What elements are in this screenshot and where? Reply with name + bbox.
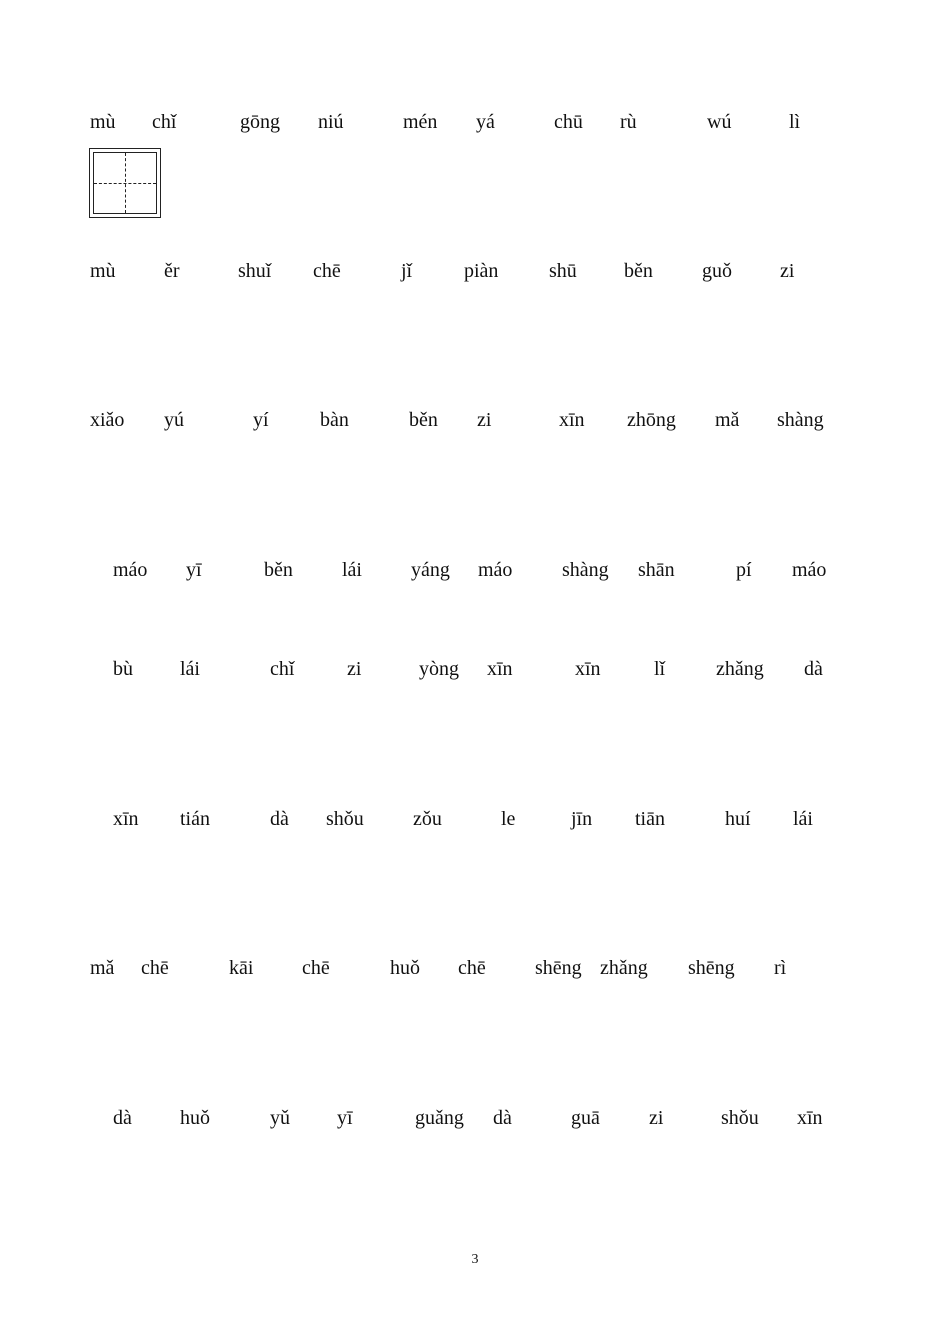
pinyin-syllable: yòng [419, 658, 459, 680]
pinyin-syllable: ěr [164, 260, 180, 282]
pinyin-syllable: yī [337, 1107, 353, 1129]
pinyin-syllable: shàng [777, 409, 824, 431]
tianzige-inner-border [93, 152, 157, 214]
pinyin-syllable: xīn [559, 409, 585, 431]
pinyin-syllable: chē [141, 957, 169, 979]
pinyin-syllable: guǎng [415, 1107, 464, 1129]
pinyin-row-7 [0, 953, 950, 983]
pinyin-syllable: mù [90, 111, 116, 133]
pinyin-syllable: mén [403, 111, 438, 133]
pinyin-syllable: zǒu [413, 808, 442, 830]
pinyin-syllable: tián [180, 808, 210, 830]
pinyin-syllable: niú [318, 111, 344, 133]
pinyin-syllable: yí [253, 409, 269, 431]
pinyin-row-8 [0, 1103, 950, 1133]
pinyin-syllable: máo [478, 559, 513, 581]
pinyin-syllable: mǎ [715, 409, 740, 431]
pinyin-row-3 [0, 405, 950, 435]
pinyin-syllable: rì [774, 957, 787, 979]
pinyin-row-1 [0, 107, 950, 137]
pinyin-row-6 [0, 804, 950, 834]
pinyin-syllable: zi [780, 260, 795, 282]
pinyin-syllable: bù [113, 658, 133, 680]
pinyin-syllable: shēng [688, 957, 735, 979]
tianzige-vertical-guide [125, 153, 126, 213]
pinyin-syllable: shàng [562, 559, 609, 581]
pinyin-syllable: kāi [229, 957, 254, 979]
pinyin-syllable: shǒu [326, 808, 364, 830]
pinyin-syllable: shū [549, 260, 577, 282]
pinyin-syllable: piàn [464, 260, 499, 282]
pinyin-syllable: dà [270, 808, 289, 830]
pinyin-syllable: zhǎng [600, 957, 648, 979]
pinyin-syllable: gōng [240, 111, 280, 133]
pinyin-syllable: xiǎo [90, 409, 125, 431]
pinyin-syllable: máo [792, 559, 827, 581]
pinyin-syllable: jǐ [401, 260, 413, 282]
pinyin-row-5 [0, 654, 950, 684]
pinyin-syllable: zhōng [627, 409, 676, 431]
pinyin-syllable: huí [725, 808, 751, 830]
pinyin-syllable: lǐ [654, 658, 666, 680]
pinyin-syllable: zi [477, 409, 492, 431]
pinyin-syllable: chǐ [152, 111, 177, 133]
pinyin-syllable: lái [342, 559, 362, 581]
pinyin-syllable: lái [180, 658, 200, 680]
pinyin-syllable: běn [264, 559, 293, 581]
pinyin-syllable: huǒ [180, 1107, 210, 1129]
pinyin-syllable: guā [571, 1107, 600, 1129]
pinyin-syllable: pí [736, 559, 752, 581]
pinyin-syllable: huǒ [390, 957, 420, 979]
pinyin-syllable: shǒu [721, 1107, 759, 1129]
pinyin-syllable: xīn [797, 1107, 823, 1129]
pinyin-syllable: dà [804, 658, 823, 680]
pinyin-syllable: yá [476, 111, 495, 133]
page-number: 3 [471, 1252, 479, 1267]
pinyin-syllable: yǔ [270, 1107, 290, 1129]
pinyin-syllable: tiān [635, 808, 665, 830]
pinyin-syllable: wú [707, 111, 732, 133]
pinyin-syllable: jīn [571, 808, 593, 830]
tianzige-writing-box [89, 148, 161, 218]
pinyin-syllable: lì [789, 111, 801, 133]
pinyin-syllable: chē [302, 957, 330, 979]
pinyin-syllable: mǎ [90, 957, 115, 979]
pinyin-syllable: běn [409, 409, 438, 431]
pinyin-syllable: dà [113, 1107, 132, 1129]
pinyin-syllable: xīn [487, 658, 513, 680]
pinyin-syllable: chē [458, 957, 486, 979]
pinyin-syllable: xīn [575, 658, 601, 680]
pinyin-syllable: yī [186, 559, 202, 581]
pinyin-row-4 [0, 555, 950, 585]
pinyin-syllable: mù [90, 260, 116, 282]
pinyin-syllable: dà [493, 1107, 512, 1129]
pinyin-syllable: xīn [113, 808, 139, 830]
pinyin-row-2 [0, 256, 950, 286]
pinyin-syllable: shān [638, 559, 675, 581]
pinyin-syllable: chū [554, 111, 583, 133]
pinyin-syllable: yáng [411, 559, 450, 581]
pinyin-syllable: rù [620, 111, 637, 133]
pinyin-syllable: zi [649, 1107, 664, 1129]
pinyin-syllable: zhǎng [716, 658, 764, 680]
pinyin-syllable: běn [624, 260, 653, 282]
pinyin-syllable: yú [164, 409, 184, 431]
pinyin-syllable: zi [347, 658, 362, 680]
pinyin-syllable: máo [113, 559, 148, 581]
pinyin-syllable: chē [313, 260, 341, 282]
pinyin-syllable: shēng [535, 957, 582, 979]
pinyin-syllable: shuǐ [238, 260, 272, 282]
pinyin-syllable: lái [793, 808, 813, 830]
pinyin-syllable: chǐ [270, 658, 295, 680]
pinyin-syllable: guǒ [702, 260, 732, 282]
pinyin-syllable: bàn [320, 409, 349, 431]
pinyin-syllable: le [501, 808, 516, 830]
